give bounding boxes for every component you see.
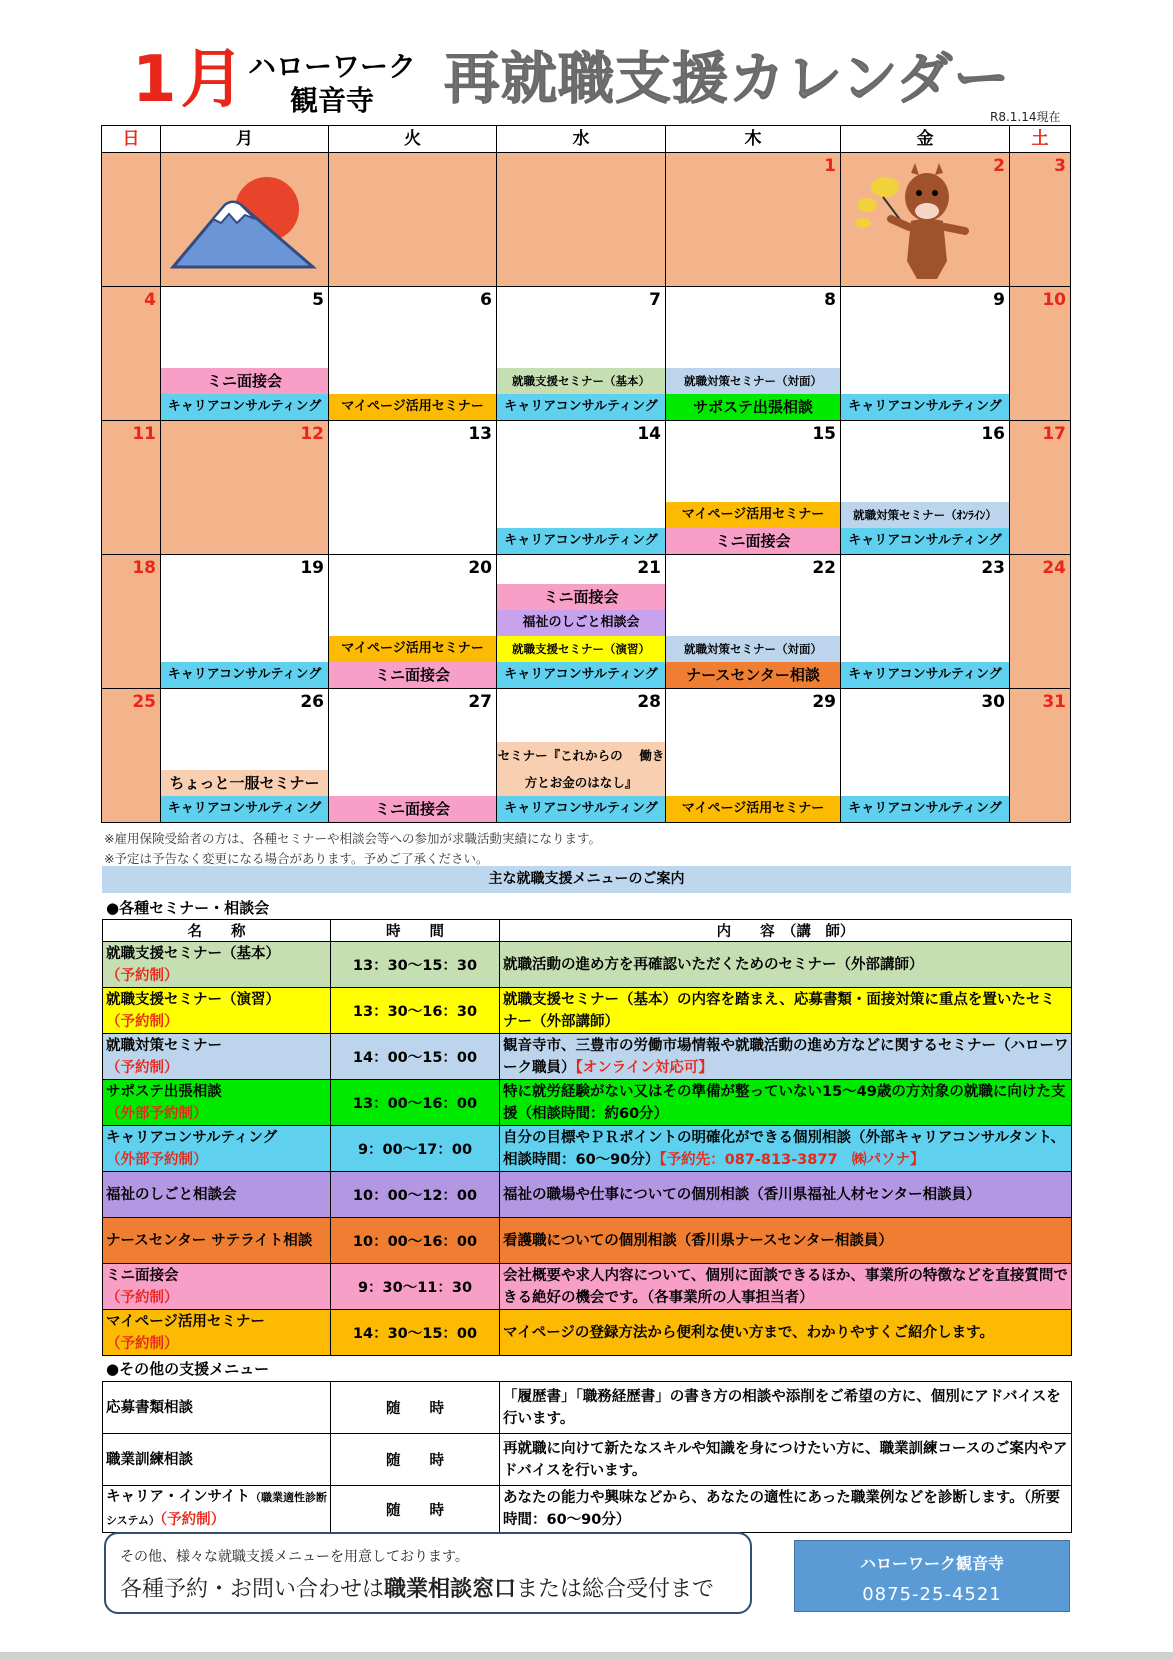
event-taisaku: 就職対策セミナー（対面） (666, 368, 840, 394)
event-taisaku: 就職対策セミナー（ｵﾝﾗｲﾝ） (841, 502, 1009, 528)
calendar-day-cell (328, 554, 497, 689)
menu-row (103, 988, 1072, 1034)
day-number: 9 (993, 290, 1005, 310)
event-chotto: ちょっと一服セミナー (161, 770, 328, 796)
event-saposute: サポステ出張相談 (666, 394, 840, 420)
calendar-weekday-header (102, 126, 1071, 153)
other-menu-name-text: 職業訓練相談 (106, 1451, 193, 1468)
weekday-0: 日 (101, 125, 161, 153)
menu-reservation-note: （予約制） (106, 1059, 179, 1076)
calendar-day-cell (840, 152, 1010, 287)
day-number: 2 (993, 156, 1005, 176)
menu-reservation-note: （予約制） (106, 1013, 179, 1030)
menu-row (103, 942, 1072, 988)
day-number: 15 (812, 424, 836, 444)
calendar-day-cell (328, 688, 497, 823)
weekday-4: 木 (665, 125, 841, 153)
event-mini: ミニ面接会 (497, 584, 665, 610)
calendar-day-cell (1009, 152, 1071, 287)
menu-description-highlight: 【オンライン対応可】 (575, 1059, 713, 1076)
menu-row (103, 1218, 1072, 1264)
day-events (497, 742, 665, 822)
calendar-day-cell (496, 420, 666, 555)
calendar-week (102, 689, 1071, 823)
weekday-5: 金 (840, 125, 1010, 153)
day-number: 12 (300, 424, 324, 444)
menu-description-text: 特に就労経験がない又はその準備が整っていない15〜49歳の方対象の就職に向けた支援（相談時間：約60分） (503, 1083, 1066, 1122)
other-menu-name-text: 応募書類相談 (106, 1399, 193, 1416)
other-menu-name-text: キャリア・インサイト (106, 1489, 250, 1505)
event-mini: ミニ面接会 (666, 528, 840, 554)
menu-description (500, 1310, 1072, 1356)
calendar-day-cell (665, 554, 841, 689)
day-number: 17 (1042, 424, 1066, 444)
menu-time: 13：00〜16：00 (331, 1080, 500, 1126)
menu-name (103, 1080, 331, 1126)
day-number: 16 (981, 424, 1005, 444)
event-career: キャリアコンサルティング (841, 528, 1009, 554)
calendar-day-cell (840, 688, 1010, 823)
note-unemployment-insurance: ※雇用保険受給者の方は、各種セミナーや相談会等への参加が求職活動実績になります。 (104, 831, 601, 846)
event-career: キャリアコンサルティング (497, 662, 665, 688)
menu-name (103, 1034, 331, 1080)
menu-header-desc: 内 容 （講 師） (500, 920, 1072, 942)
menu-description-highlight: 【予約先：087-813-3877 ㈱パソナ】 (659, 1151, 925, 1168)
other-menu-table (102, 1381, 1072, 1533)
calendar-day-cell (101, 688, 161, 823)
note-schedule-change: ※予定は予告なく変更になる場合があります。予めご了承ください。 (104, 851, 489, 866)
menu-header-row (103, 920, 1072, 942)
calendar-day-cell (160, 420, 329, 555)
menu-time: 9：30〜11：30 (331, 1264, 500, 1310)
day-number: 19 (300, 558, 324, 578)
menu-time: 10：00〜12：00 (331, 1172, 500, 1218)
day-number: 20 (468, 558, 492, 578)
event-mypage: マイページ活用セミナー (666, 796, 840, 822)
menu-row (103, 1080, 1072, 1126)
menu-description (500, 1218, 1072, 1264)
event-enshu: 就職支援セミナー（演習） (497, 636, 665, 662)
calendar-day-cell (101, 554, 161, 689)
menu-description (500, 1264, 1072, 1310)
menu-name-text: 福祉のしごと相談会 (106, 1186, 237, 1203)
calendar-day-cell (1009, 420, 1071, 555)
day-events (841, 796, 1009, 822)
menu-time: 9：00〜17：00 (331, 1126, 500, 1172)
event-career: キャリアコンサルティング (841, 394, 1009, 420)
calendar-day-cell (496, 286, 666, 421)
menu-name-text: サポステ出張相談 (106, 1083, 222, 1100)
calendar-day-cell (328, 152, 497, 287)
horse-icon (847, 161, 977, 285)
menu-name (103, 1310, 331, 1356)
menu-banner: 主な就職支援メニューのご案内 (102, 866, 1071, 893)
month-label: 1月 (132, 43, 249, 117)
event-mini: ミニ面接会 (329, 662, 496, 688)
day-events (497, 528, 665, 554)
menu-reservation-note: （外部予約制） (106, 1105, 208, 1122)
menu-description (500, 942, 1072, 988)
day-events (329, 394, 496, 420)
event-career: キャリアコンサルティング (497, 394, 665, 420)
menu-row (103, 1264, 1072, 1310)
day-number: 3 (1054, 156, 1066, 176)
calendar-week (102, 555, 1071, 689)
other-menu-name (103, 1434, 331, 1486)
contact-phone-box (794, 1540, 1070, 1612)
event-mypage: マイページ活用セミナー (666, 502, 840, 528)
menu-name (103, 942, 331, 988)
calendar-day-cell (160, 152, 329, 287)
calendar-day-cell (101, 420, 161, 555)
menu-reservation-note: （予約制） (106, 1289, 179, 1306)
event-career: キャリアコンサルティング (161, 662, 328, 688)
calendar-day-cell (1009, 286, 1071, 421)
contact-phone-number: 0875-25-4521 (862, 1584, 1002, 1605)
event-taisaku: 就職対策セミナー（対面） (666, 636, 840, 662)
mt-fuji-sun-icon (167, 171, 317, 275)
day-events (841, 394, 1009, 420)
other-menu-name (103, 1382, 331, 1434)
event-career: キャリアコンサルティング (841, 796, 1009, 822)
menu-description-text: 福祉の職場や仕事についての個別相談（香川県福祉人材センター相談員） (503, 1186, 981, 1203)
day-number: 8 (824, 290, 836, 310)
menu-time: 10：00〜16：00 (331, 1218, 500, 1264)
day-events (841, 502, 1009, 554)
menu-name-text: ミニ面接会 (106, 1267, 179, 1284)
day-events (666, 502, 840, 554)
calendar (102, 126, 1071, 823)
menu-reservation-note: （外部予約制） (106, 1151, 208, 1168)
calendar-body (102, 153, 1071, 823)
day-number: 10 (1042, 290, 1066, 310)
calendar-week (102, 421, 1071, 555)
menu-description (500, 1080, 1072, 1126)
day-number: 13 (468, 424, 492, 444)
event-mypage: マイページ活用セミナー (329, 636, 496, 662)
menu-time: 13：30〜15：30 (331, 942, 500, 988)
other-menu-row (103, 1382, 1072, 1434)
bottom-divider (0, 1652, 1173, 1659)
calendar-day-cell (840, 554, 1010, 689)
calendar-day-cell (1009, 554, 1071, 689)
calendar-day-cell (840, 420, 1010, 555)
day-events (666, 636, 840, 688)
menu-description-text: マイページの登録方法から便利な使い方まで、わかりやすくご紹介します。 (503, 1324, 994, 1341)
calendar-day-cell (328, 286, 497, 421)
day-number: 1 (824, 156, 836, 176)
day-events (329, 796, 496, 822)
day-number: 26 (300, 692, 324, 712)
contact-info-box (104, 1532, 752, 1614)
event-mini: ミニ面接会 (161, 368, 328, 394)
weekday-2: 火 (328, 125, 497, 153)
day-number: 30 (981, 692, 1005, 712)
event-kihon: 就職支援セミナー（基本） (497, 368, 665, 394)
calendar-week (102, 153, 1071, 287)
day-events (497, 368, 665, 420)
menu-row (103, 1310, 1072, 1356)
calendar-day-cell (665, 286, 841, 421)
section-other-title: ●その他の支援メニュー (106, 1360, 270, 1378)
day-number: 28 (637, 692, 661, 712)
menu-header-time: 時 間 (331, 920, 500, 942)
office-name (248, 50, 416, 118)
event-career: キャリアコンサルティング (161, 394, 328, 420)
day-events (497, 584, 665, 688)
event-career: キャリアコンサルティング (497, 796, 665, 822)
day-number: 21 (637, 558, 661, 578)
menu-description (500, 988, 1072, 1034)
day-number: 23 (981, 558, 1005, 578)
menu-name-text: 就職支援セミナー（演習） (106, 991, 280, 1008)
day-events (841, 662, 1009, 688)
day-events (666, 368, 840, 420)
other-menu-description: 再就職に向けて新たなスキルや知識を身につけたい方に、職業訓練コースのご案内やアドバイスを行います。 (500, 1434, 1072, 1486)
calendar-day-cell (101, 152, 161, 287)
menu-reservation-note: （予約制） (106, 1335, 179, 1352)
calendar-day-cell (665, 420, 841, 555)
calendar-day-cell (1009, 688, 1071, 823)
day-number: 31 (1042, 692, 1066, 712)
menu-name-text: キャリアコンサルティング (106, 1129, 278, 1146)
day-number: 7 (649, 290, 661, 310)
other-menu-name (103, 1486, 331, 1533)
menu-name (103, 1264, 331, 1310)
menu-time: 14：00〜15：00 (331, 1034, 500, 1080)
other-menu-time: 随 時 (331, 1434, 500, 1486)
event-career: キャリアコンサルティング (161, 796, 328, 822)
other-menu-row (103, 1486, 1072, 1533)
day-number: 4 (144, 290, 156, 310)
menu-description-text: 観音寺市、三豊市の労働市場情報や就職活動の進め方などに関するセミナー（ハローワーク職員） (503, 1037, 1069, 1076)
calendar-day-cell (101, 286, 161, 421)
menu-name-text: 就職対策セミナー (106, 1037, 222, 1054)
menu-description-text: 就職支援セミナー（基本）の内容を踏まえ、応募書類・面接対策に重点を置いたセミナー（外部講師） (503, 991, 1055, 1030)
day-number: 6 (480, 290, 492, 310)
menu-time: 14：30〜15：00 (331, 1310, 500, 1356)
calendar-day-cell (496, 688, 666, 823)
day-number: 29 (812, 692, 836, 712)
other-menu-time: 随 時 (331, 1486, 500, 1533)
other-menu-row (103, 1434, 1072, 1486)
day-events (329, 636, 496, 688)
calendar-day-cell (665, 688, 841, 823)
menu-name-text: 就職支援セミナー（基本） (106, 945, 280, 962)
other-menu-time: 随 時 (331, 1382, 500, 1434)
menu-row (103, 1126, 1072, 1172)
day-number: 25 (132, 692, 156, 712)
contact-info-main: 各種予約・お問い合わせは職業相談窓口または総合受付まで (120, 1577, 715, 1602)
day-number: 27 (468, 692, 492, 712)
calendar-day-cell (665, 152, 841, 287)
contact-info-small: その他、様々な就職支援メニューを用意しております。 (120, 1549, 469, 1565)
menu-name-text: ナースセンター サテライト相談 (106, 1232, 313, 1249)
day-number: 11 (132, 424, 156, 444)
contact-office-name: ハローワーク観音寺 (859, 1554, 1004, 1573)
day-events (161, 770, 328, 822)
menu-time: 13：30〜16：30 (331, 988, 500, 1034)
seminar-menu-table (102, 919, 1072, 1356)
menu-name (103, 1126, 331, 1172)
calendar-day-cell (160, 688, 329, 823)
weekday-1: 月 (160, 125, 329, 153)
as-of-date: R8.1.14現在 (990, 110, 1061, 124)
menu-description-text: 看護職についての個別相談（香川県ナースセンター相談員） (503, 1232, 893, 1249)
page-title: 再就職支援カレンダー (444, 47, 1011, 112)
menu-reservation-note: （予約制） (106, 967, 179, 984)
office-name-line2: 観音寺 (290, 84, 375, 117)
event-fukushi: 福祉のしごと相談会 (497, 610, 665, 636)
menu-description (500, 1034, 1072, 1080)
calendar-week (102, 287, 1071, 421)
day-number: 18 (132, 558, 156, 578)
menu-row (103, 1034, 1072, 1080)
event-mypage: マイページ活用セミナー (329, 394, 496, 420)
event-money: セミナー『これからの 働き方とお金のはなし』 (497, 742, 665, 796)
event-mini: ミニ面接会 (329, 796, 496, 822)
menu-description (500, 1172, 1072, 1218)
office-name-line1: ハローワーク (248, 50, 417, 83)
weekday-6: 土 (1009, 125, 1071, 153)
menu-name (103, 988, 331, 1034)
day-number: 5 (312, 290, 324, 310)
calendar-day-cell (840, 286, 1010, 421)
event-career: キャリアコンサルティング (497, 528, 665, 554)
day-number: 22 (812, 558, 836, 578)
other-menu-name-sub: （職業適性診断システム） (106, 1491, 327, 1527)
other-menu-reservation-note: （予約制） (159, 1512, 226, 1528)
day-events (666, 796, 840, 822)
menu-name (103, 1218, 331, 1264)
section-seminars-title: ●各種セミナー・相談会 (106, 899, 270, 917)
day-number: 24 (1042, 558, 1066, 578)
event-career: キャリアコンサルティング (841, 662, 1009, 688)
menu-name-text: マイページ活用セミナー (106, 1313, 265, 1330)
other-menu-description: 「履歴書」「職務経歴書」の書き方の相談や添削をご希望の方に、個別にアドバイスを行います。 (500, 1382, 1072, 1434)
menu-row (103, 1172, 1072, 1218)
day-number: 14 (637, 424, 661, 444)
calendar-day-cell (328, 420, 497, 555)
menu-description (500, 1126, 1072, 1172)
calendar-day-cell (496, 554, 666, 689)
calendar-day-cell (496, 152, 666, 287)
day-events (161, 368, 328, 420)
other-menu-description: あなたの能力や興味などから、あなたの適性にあった職業例などを診断します。（所要時間：60〜90分） (500, 1486, 1072, 1533)
menu-description-text: 就職活動の進め方を再確認いただくためのセミナー（外部講師） (503, 956, 924, 973)
menu-description-text: 自分の目標やＰＲポイントの明確化ができる個別相談（外部キャリアコンサルタント、相談時間：60〜90分） (503, 1129, 1066, 1168)
menu-header-name: 名 称 (103, 920, 331, 942)
calendar-day-cell (160, 554, 329, 689)
menu-description-text: 会社概要や求人内容について、個別に面談できるほか、事業所の特徴などを直接質問できる絶好の機会です。（各事業所の人事担当者） (503, 1267, 1068, 1306)
menu-name (103, 1172, 331, 1218)
day-events (161, 662, 328, 688)
calendar-day-cell (160, 286, 329, 421)
weekday-3: 水 (496, 125, 666, 153)
event-nurse: ナースセンター相談 (666, 662, 840, 688)
